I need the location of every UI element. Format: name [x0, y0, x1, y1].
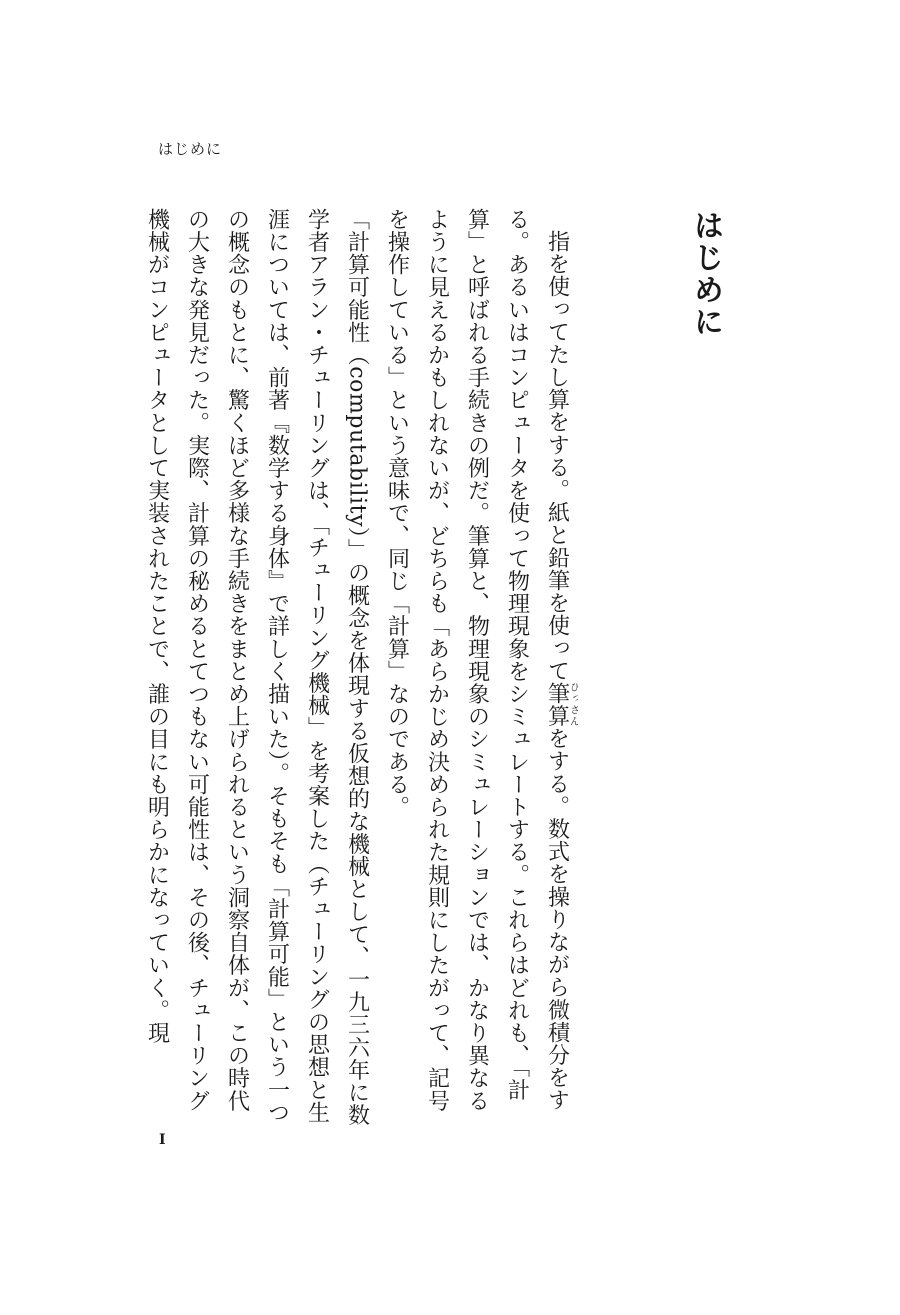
ruby-hissan: [544, 682, 578, 728]
body-text: [128, 208, 578, 1128]
running-head: はじめに: [158, 140, 223, 158]
page-number: I: [159, 1132, 166, 1148]
paragraph-1: [377, 208, 579, 1128]
ruby-base: 筆算: [544, 682, 570, 728]
paragraph-1-part-2: をする。数式を操りながら微積分をする。あるいはコンピュータを使って物理現象をシミュレートする。これらはどれも、「計算」と呼ばれる手続きの例だ。筆算と、物理現象のシミュレーションでは、かなり異なるように見えるかもしれないが、どちらも「あらかじめ決められた規則にしたがって、記号を操作している」という意味で、同じ「計算」なのである。: [384, 208, 570, 1112]
paragraph-2: 「計算可能性（computability）」の概念を体現する仮想的な機械として、一九三六年に数学者アラン・チューリングは、「チューリング機械」を考案した（チューリングの思想と生涯については、前著『数学する身体』で詳しく描いた）。そもそも「計算可能」という一つの概念のもとに、驚くほど多様な手続きをまとめ上げられるという洞察自体が、この時代の大きな発見だった。実際、計算の秘めるとてつもない可能性は、その後、チューリング機械がコンピュータとして実装されたことで、誰の目にも明らかになっていく。現: [144, 208, 370, 1127]
ruby-reading: ひっさん: [567, 682, 578, 728]
paragraph-1-part-1: 指を使ってたし算をする。紙と鉛筆を使って: [544, 230, 570, 682]
chapter-title: はじめに: [688, 210, 723, 338]
